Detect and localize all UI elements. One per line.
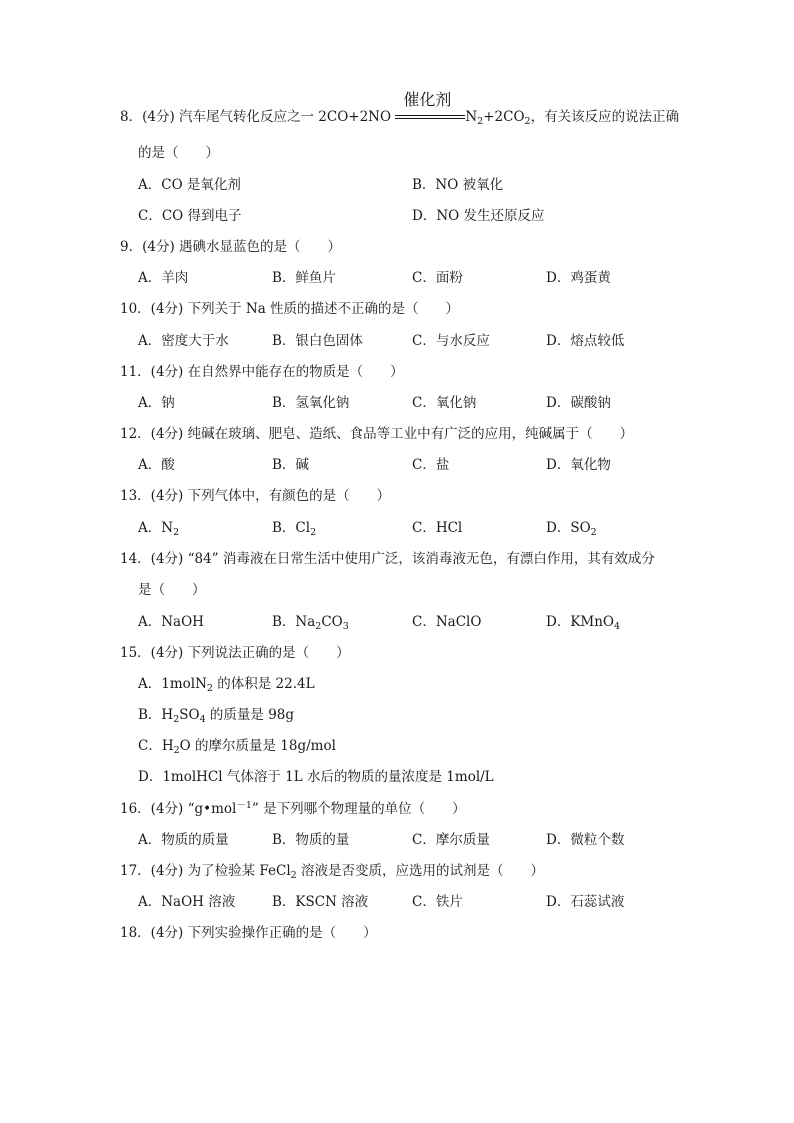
q16-option-d[interactable]: D．微粒个数 (546, 832, 625, 848)
catalyst-arrow: 催化剂 (395, 108, 465, 126)
q13-option-b[interactable]: B．$Cl_2$ (272, 520, 317, 538)
q11-option-a[interactable]: A．钠 (138, 395, 175, 411)
q12-option-b[interactable]: B．碱 (272, 457, 309, 473)
q10-option-a[interactable]: A．密度大于水 (138, 333, 229, 349)
question-12-stem: 12．(4分) 纯碱在玻璃、肥皂、造纸、食品等工业中有广泛的应用，纯碱属于（ ） (120, 426, 634, 442)
q15-option-c[interactable]: C．$H_2O$ 的摩尔质量是 18g/mol (138, 738, 336, 756)
q9-option-a[interactable]: A．羊肉 (138, 270, 189, 286)
question-14-stem-cont: 是（ ） (138, 582, 206, 598)
q17-option-c[interactable]: C．铁片 (412, 894, 463, 910)
q9-option-c[interactable]: C．面粉 (412, 270, 463, 286)
q13-option-d[interactable]: D．$SO_2$ (546, 520, 597, 538)
question-16-stem: 16．(4分) “g•mol$^{-1}$” 是下列哪个物理量的单位（ ） (120, 800, 466, 817)
q15-option-a[interactable]: A．1molN$_2$ 的体积是 22.4L (138, 676, 315, 694)
q13-option-a[interactable]: A．$N_2$ (138, 520, 180, 538)
q12-option-c[interactable]: C．盐 (412, 457, 450, 473)
q8-option-a[interactable]: A．CO 是氧化剂 (138, 177, 241, 193)
q8-option-d[interactable]: D．NO 发生还原反应 (412, 208, 545, 224)
q16-option-b[interactable]: B．物质的量 (272, 832, 350, 848)
question-14-stem: 14．(4分) “84” 消毒液在日常生活中使用广泛，该消毒液无色，有漂白作用，其有效成分 (120, 551, 655, 567)
question-11-stem: 11．(4分) 在自然界中能存在的物质是（ ） (120, 364, 404, 380)
q17-option-b[interactable]: B．KSCN 溶液 (272, 894, 369, 910)
q11-option-b[interactable]: B．氢氧化钠 (272, 395, 350, 411)
q17-option-d[interactable]: D．石蕊试液 (546, 894, 625, 910)
q8-option-c[interactable]: C．CO 得到电子 (138, 208, 242, 224)
q11-option-c[interactable]: C．氧化钠 (412, 395, 477, 411)
q10-option-b[interactable]: B．银白色固体 (272, 333, 363, 349)
question-18-stem: 18．(4分) 下列实验操作正确的是（ ） (120, 925, 377, 941)
q14-option-d[interactable]: D．KMnO$_4$ (546, 614, 621, 632)
question-10-stem: 10．(4分) 下列关于 Na 性质的描述不正确的是（ ） (120, 301, 460, 317)
q9-option-d[interactable]: D．鸡蛋黄 (546, 270, 611, 286)
q14-option-c[interactable]: C．NaClO (412, 614, 482, 630)
question-15-stem: 15．(4分) 下列说法正确的是（ ） (120, 645, 350, 661)
q13-option-c[interactable]: C．HCl (412, 520, 463, 536)
q14-option-b[interactable]: B．$Na_2CO_3$ (272, 614, 349, 632)
q14-option-a[interactable]: A．NaOH (138, 614, 204, 630)
q11-option-d[interactable]: D．碳酸钠 (546, 395, 611, 411)
q15-option-b[interactable]: B．$H_2SO_4$ 的质量是 98g (138, 707, 295, 725)
q15-option-d[interactable]: D．1molHCl 气体溶于 1L 水后的物质的量浓度是 1mol/L (138, 769, 494, 785)
q10-option-c[interactable]: C．与水反应 (412, 333, 490, 349)
question-17-stem: 17．(4分) 为了检验某 FeCl$_2$ 溶液是否变质，应选用的试剂是（ ） (120, 863, 544, 881)
q12-option-a[interactable]: A．酸 (138, 457, 175, 473)
q16-option-c[interactable]: C．摩尔质量 (412, 832, 490, 848)
question-13-stem: 13．(4分) 下列气体中，有颜色的是（ ） (120, 488, 391, 504)
q8-option-b[interactable]: B．NO 被氧化 (412, 177, 504, 193)
q16-option-a[interactable]: A．物质的质量 (138, 832, 229, 848)
q17-option-a[interactable]: A．NaOH 溶液 (138, 894, 236, 910)
question-8-stem-cont: 的是（ ） (138, 145, 219, 161)
q10-option-d[interactable]: D．熔点较低 (546, 333, 625, 349)
q9-option-b[interactable]: B．鲜鱼片 (272, 270, 336, 286)
question-9-stem: 9．(4分) 遇碘水显蓝色的是（ ） (120, 239, 342, 255)
question-8-stem: 8．(4分) 汽车尾气转化反应之一 2CO+2NO 催化剂 $N_2+2CO_2$，有关该反应的说法正确 (120, 90, 680, 127)
q12-option-d[interactable]: D．氧化物 (546, 457, 611, 473)
